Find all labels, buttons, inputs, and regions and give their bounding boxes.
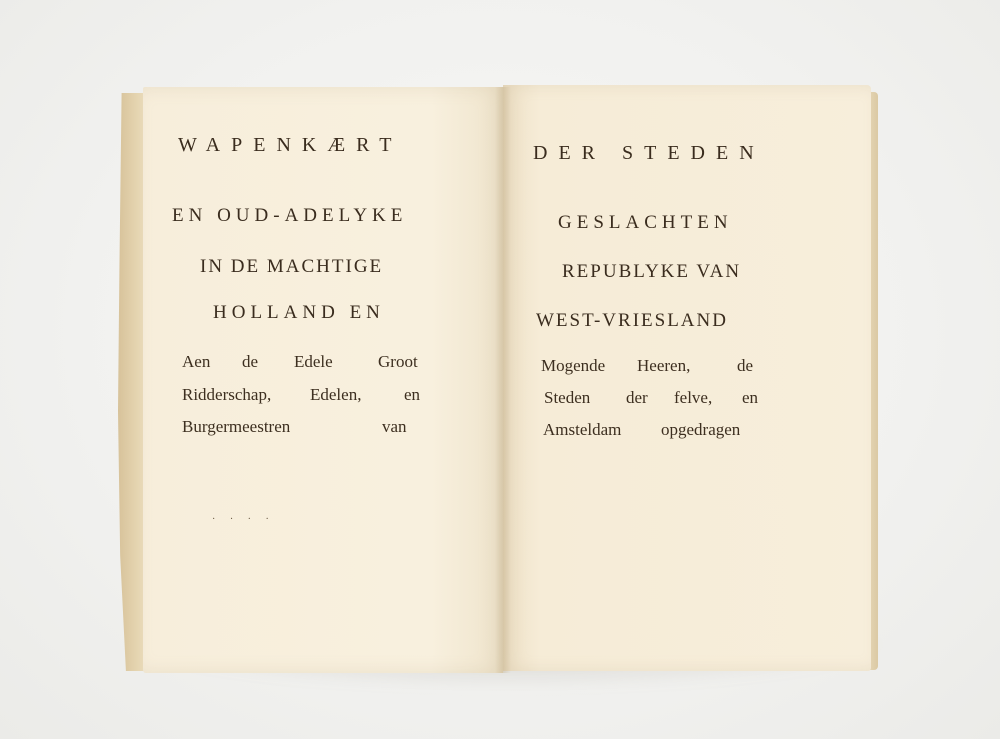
left-title-line-3: IN DE MACHTIGE [200, 256, 384, 277]
word: van [382, 417, 407, 436]
word: Burgermeestren [182, 417, 291, 436]
word: Mogende [541, 356, 606, 375]
word: opgedragen [661, 420, 741, 439]
word: de [242, 352, 259, 371]
left-title-line-1: WAPENKÆRT [178, 134, 403, 156]
right-page [503, 85, 871, 671]
word: de [737, 356, 754, 375]
word: Amsteldam [543, 420, 622, 439]
right-title-line-4: WEST-VRIESLAND [536, 310, 728, 331]
left-title-line-2: EN OUD-ADELYKE [172, 205, 408, 226]
word: en [404, 385, 421, 404]
word: Edelen, [310, 385, 362, 404]
word: Groot [378, 352, 418, 371]
left-page [143, 87, 503, 673]
right-title-line-2: GESLACHTEN [558, 212, 733, 233]
left-title-line-4: HOLLAND EN [213, 302, 385, 323]
book-gutter [495, 87, 511, 673]
word: Aen [182, 352, 211, 371]
word: Steden [544, 388, 591, 407]
word: Heeren, [637, 356, 691, 375]
word: Edele [294, 352, 333, 371]
word: felve, [674, 388, 713, 407]
right-title-line-1: DER STEDEN [533, 142, 765, 164]
right-title-line-3: REPUBLYKE VAN [562, 261, 742, 282]
word: Ridderschap, [182, 385, 272, 404]
word: der [626, 388, 648, 407]
ink-dots: · · · · [212, 514, 275, 525]
word: en [742, 388, 759, 407]
